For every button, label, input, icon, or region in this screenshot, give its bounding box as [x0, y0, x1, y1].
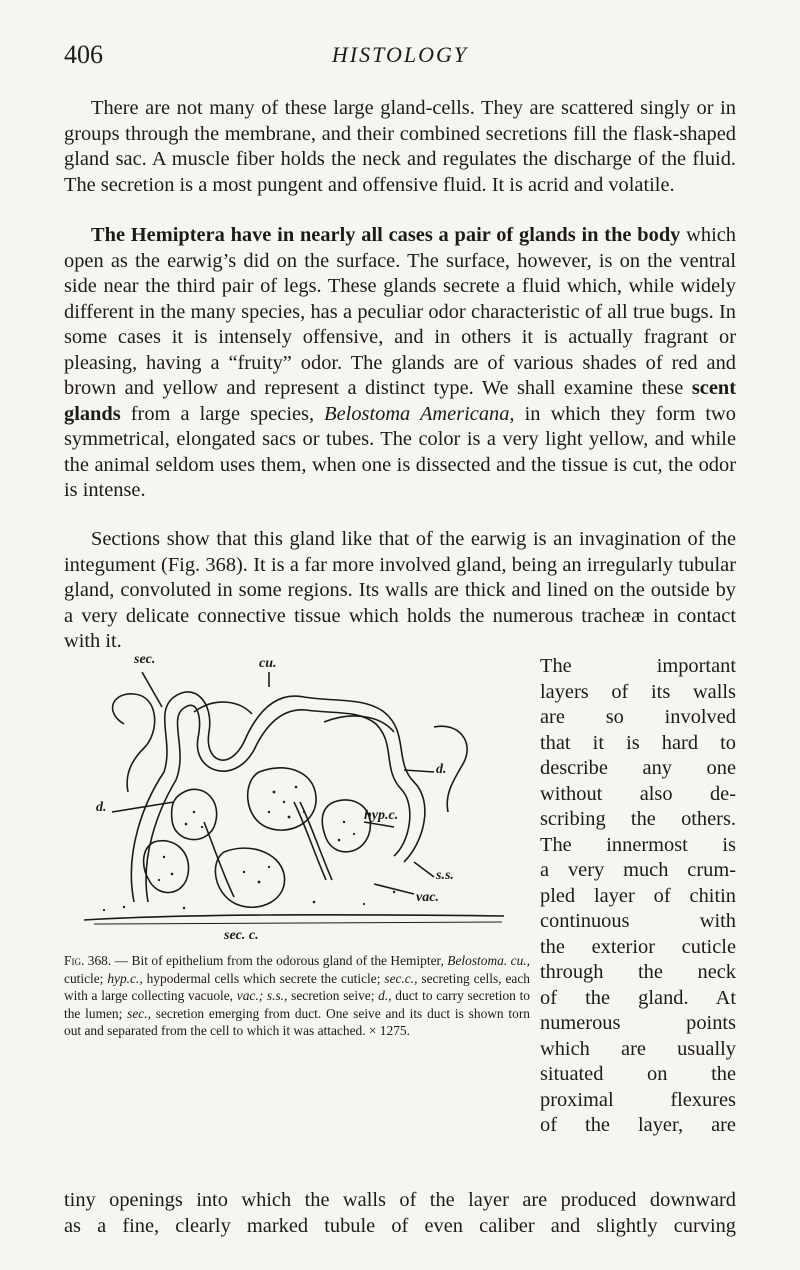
page-header: [64, 40, 736, 80]
side-line: a very much crum-: [540, 859, 736, 881]
paragraph-2-text-a: which open as the earwig’s did on the surface. The surface, however, is on the ventral side near the third pair of legs. These glands secrete a fluid which, while widely different in the many species, has a peculiar odor characteristic of all true bugs. In some cases it is intensely offensive, and in others it is actually fragrant or pleasing, having a “fruity” odor. The glands are of various shades of red and brown and yellow and represent a distinct type. We shall examine these: [64, 224, 736, 399]
tail-line: as a fine, clearly marked tubule of even caliber and slightly curving: [64, 1214, 736, 1237]
closing-text: [64, 1188, 736, 1239]
epithelium-illustration: [64, 652, 534, 952]
caption-italic-3: sec.c.,: [384, 970, 418, 986]
side-line: situated on the: [540, 1063, 736, 1085]
caption-text-1: cuticle;: [64, 970, 108, 986]
side-line: continuous with: [540, 910, 736, 932]
label-cu: cu.: [259, 656, 277, 671]
paragraph-2-bold-mid: scent glands: [64, 377, 736, 425]
caption-text-6: secretion emerging from duct. One seive and its duct is shown torn out and separated from the cell to which it was attached. × 1275.: [64, 1005, 530, 1039]
tail-line: tiny openings into which the walls of the layer are produced downward: [64, 1189, 736, 1211]
caption-figure-number: Fig. 368.: [64, 953, 112, 968]
label-hyp-c: hyp.c.: [364, 808, 399, 823]
figure-368: [64, 652, 534, 952]
side-line: describe any one: [540, 757, 736, 779]
caption-text-3: secreting cells, each with a large collecting vacuole,: [64, 970, 530, 1004]
paragraph-1: [64, 96, 736, 198]
side-line: numerous points: [540, 1012, 736, 1034]
page-number: 406: [64, 40, 103, 69]
side-line: are so involved: [540, 706, 736, 728]
caption-text-4: secretion seive;: [287, 988, 379, 1004]
side-line: proximal flexures: [540, 1088, 736, 1111]
caption-italic-1: Belostoma. cu.,: [447, 953, 530, 968]
caption-italic-5: d.,: [378, 988, 392, 1004]
side-line: of the layer, are: [540, 1114, 736, 1136]
side-column-text: [540, 654, 736, 1139]
side-line: of the gland. At: [540, 986, 736, 1009]
paragraph-2-bold-lead: The Hemiptera have in nearly all cases a pair of glands in the body: [91, 224, 681, 246]
label-sec-top: sec.: [134, 652, 156, 667]
paragraph-3-text: Sections show that this gland like that of the earwig is an invagination of the integument (Fig. 368). It is a far more involved gland, being an irregularly tubular gland, convoluted in some regions. Its walls are thick and lined on the outside by a very delicate connective tissue which holds the numerous tracheæ in contact with it.: [64, 528, 736, 652]
label-d-right: d.: [436, 762, 447, 777]
caption-text: — Bit of epithelium from the odorous gland of the Hemipter,: [111, 953, 448, 968]
paragraph-2-text-c: in which they form two symmetrical, elongated sacs or tubes. The color is a very light yellow, and while the animal seldom uses them, when one is dissected and the tissue is cut, the odor is intense.: [64, 402, 736, 501]
caption-italic-6: sec.,: [127, 1005, 151, 1021]
paragraph-3: [64, 527, 736, 655]
side-line: through the neck: [540, 961, 736, 983]
label-d-left: d.: [96, 800, 107, 815]
paragraph-2: [64, 223, 736, 504]
side-line: layers of its walls: [540, 680, 736, 703]
paragraph-2-text-b: from a large species,: [120, 402, 325, 425]
side-line: The important: [540, 655, 736, 677]
side-line: The innermost is: [540, 833, 736, 856]
side-line: without also de-: [540, 782, 736, 805]
side-line: pled layer of chitin: [540, 884, 736, 907]
side-line: that it is hard to: [540, 731, 736, 754]
side-line: which are usually: [540, 1037, 736, 1060]
figure-caption: [64, 952, 530, 1040]
paragraph-2-italic: Belostoma Americana,: [324, 402, 515, 425]
caption-text-5: duct to carry secretion to the lumen;: [64, 988, 530, 1021]
running-title: HISTOLOGY: [331, 42, 469, 67]
caption-italic-2: hyp.c.,: [107, 970, 143, 986]
label-sec-c: sec. c.: [224, 928, 259, 943]
caption-text-2: hypodermal cells which secrete the cuticle;: [142, 970, 385, 986]
side-line: the exterior cuticle: [540, 935, 736, 958]
label-vac: vac.: [416, 890, 439, 905]
caption-italic-4: vac.; s.s.,: [236, 988, 288, 1004]
label-s-s: s.s.: [436, 868, 454, 883]
paragraph-1-text: There are not many of these large gland-cells. They are scattered singly or in groups through the membrane, and their combined secretions fill the flask-shaped gland sac. A muscle fiber holds the neck and regulates the discharge of the fluid. The secretion is a most pungent and offensive fluid. It is acrid and volatile.: [64, 97, 736, 196]
side-line: scribing the others.: [540, 808, 736, 830]
